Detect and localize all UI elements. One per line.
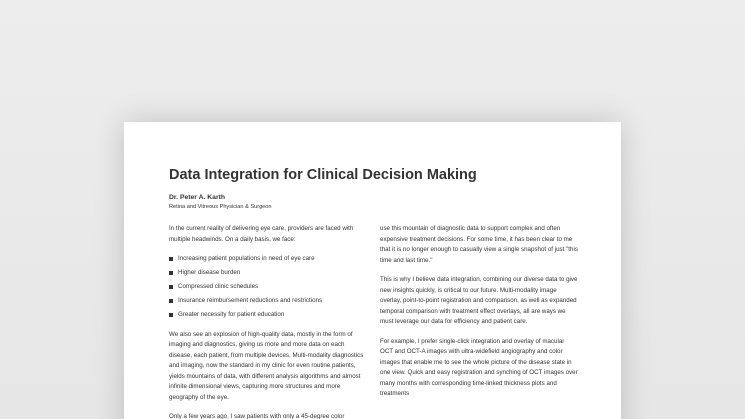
left-column xyxy=(169,224,365,419)
body-paragraph: use this mountain of diagnostic data to support complex and often expensive treatment decisions. For some time, it has been clear to me that it is no longer enough to casually view a single snapshot of just "this time and last time." xyxy=(380,225,578,264)
list-item xyxy=(169,268,365,279)
body-paragraph: We also see an explosion of high-quality data, mostly in the form of imaging and diagnostics, giving us more and more data on each disease, each patient, from multiple devices. Multi-modality diagnostics and imaging, now the standard in my clinic for even routine patients, yields mountains of data, with different analysis algorithms and almost infinite dimensional views, capturing more structures and more geography of the eye. xyxy=(169,330,364,401)
list-item-text: Insurance reimbursement reductions and restrictions xyxy=(178,297,323,304)
body-paragraph: This is why I believe data integration, combining our diverse data to give new insights quickly, is critical to our future. Multi-modality image overlay, point-to-point registration and comparison, as well as expanded temporal comparison with treatment effect overlays, all are ways we must leverage our data for efficiency and patient care. xyxy=(380,276,578,325)
list-item xyxy=(169,310,365,321)
bullet-square-icon xyxy=(169,257,173,261)
list-item xyxy=(169,296,365,307)
list-item xyxy=(169,254,365,265)
bullet-square-icon xyxy=(169,299,173,303)
list-item-text: Higher disease burden xyxy=(178,269,241,276)
bullet-square-icon xyxy=(169,313,173,317)
bullet-square-icon xyxy=(169,285,173,289)
document-page xyxy=(124,122,621,419)
body-paragraph: For example, I prefer single-click integration and overlay of macular OCT and OCT-A images with ultra-widefield angiography and color images that enable me to see the whole picture of the disease state in one view. Quick and easy registration and synching of OCT images over many months with corresponding time-linked thickness plots and treatments xyxy=(380,337,578,397)
list-item-text: Greater necessity for patient education xyxy=(178,311,285,318)
challenges-list xyxy=(169,254,365,321)
bullet-square-icon xyxy=(169,271,173,275)
article-title: Data Integration for Clinical Decision Making xyxy=(169,167,477,183)
list-item xyxy=(169,282,365,293)
body-paragraph: Only a few years ago, I saw patients with only a 45-degree color xyxy=(169,413,345,419)
author-affiliation: Retina and Vitreous Physician & Surgeon xyxy=(169,204,272,210)
list-item-text: Compressed clinic schedules xyxy=(178,283,259,290)
right-column xyxy=(380,224,578,409)
author-name: Dr. Peter A. Karth xyxy=(169,194,226,201)
list-item-text: Increasing patient populations in need of eye care xyxy=(178,255,315,262)
intro-paragraph: In the current reality of delivering eye care, providers are faced with multiple headwinds. On a daily basis, we face: xyxy=(169,225,354,243)
